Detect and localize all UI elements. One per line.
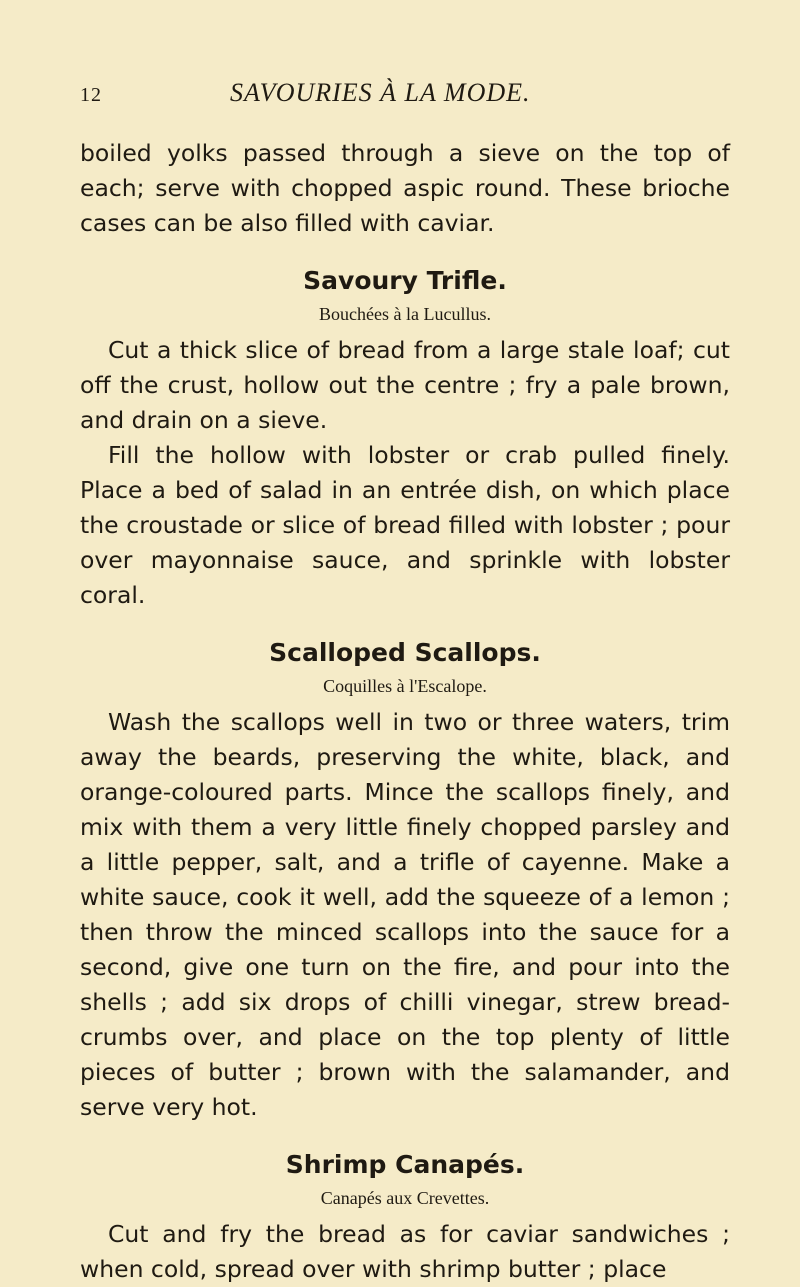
section-subtitle-scalloped-scallops: Coquilles à l'Escalope.	[323, 676, 487, 696]
section-title-savoury-trifle: Savoury Trifle.	[303, 266, 507, 295]
paragraph: Fill the hollow with lobster or crab pulled finely. Place a bed of salad in an entrée dish, on which place the croustade or slice of bread filled with lobster ; pour over mayonnaise sauce, and sprinkle with lobster coral.	[80, 441, 730, 609]
running-head	[80, 78, 730, 118]
section-subtitle-shrimp-canapes: Canapés aux Crevettes.	[320, 1188, 490, 1208]
running-title: SAVOURIES À LA MODE.	[230, 78, 531, 107]
section-title-scalloped-scallops: Scalloped Scallops.	[269, 638, 541, 667]
page-body	[80, 136, 730, 1287]
paragraph: Cut a thick slice of bread from a large stale loaf; cut off the crust, hollow out the centre ; fry a pale brown, and drain on a sieve.	[80, 336, 730, 434]
page-number: 12	[80, 84, 102, 106]
paragraph: Wash the scallops well in two or three waters, trim away the beards, preserving the white, black, and orange-coloured parts. Mince the scallops finely, and mix with them a very little finely chopped parsley and a little pepper, salt, and a trifle of cayenne. Make a white sauce, cook it well, add the squeeze of a lemon ; then throw the minced scallops into the sauce for a second, give one turn on the fire, and pour into the shells ; add six drops of chilli vinegar, strew bread-crumbs over, and place on the top plenty of little pieces of butter ; brown with the salamander, and serve very hot.	[80, 708, 730, 1121]
section-subtitle-savoury-trifle: Bouchées à la Lucullus.	[319, 304, 491, 324]
section-title-shrimp-canapes: Shrimp Canapés.	[285, 1150, 525, 1179]
paragraph: Cut and fry the bread as for caviar sandwiches ; when cold, spread over with shrimp butter ; place	[80, 1220, 730, 1283]
intro-paragraph: boiled yolks passed through a sieve on the top of each; serve with chopped aspic round. These brioche cases can be also filled with caviar.	[80, 139, 730, 237]
